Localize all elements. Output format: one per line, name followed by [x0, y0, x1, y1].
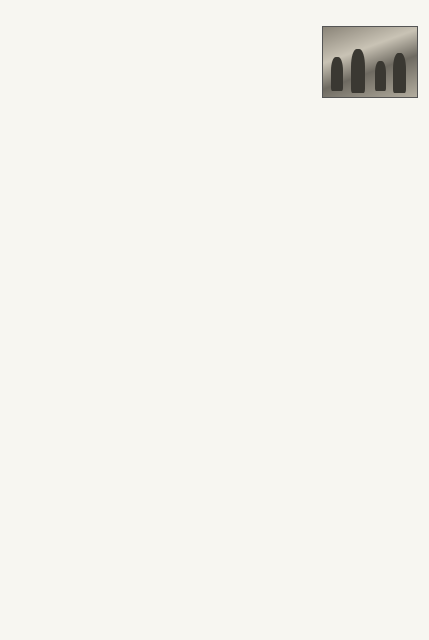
story-photo: [322, 26, 418, 98]
exam-page: [14, 13, 418, 26]
section-label: [14, 13, 418, 26]
